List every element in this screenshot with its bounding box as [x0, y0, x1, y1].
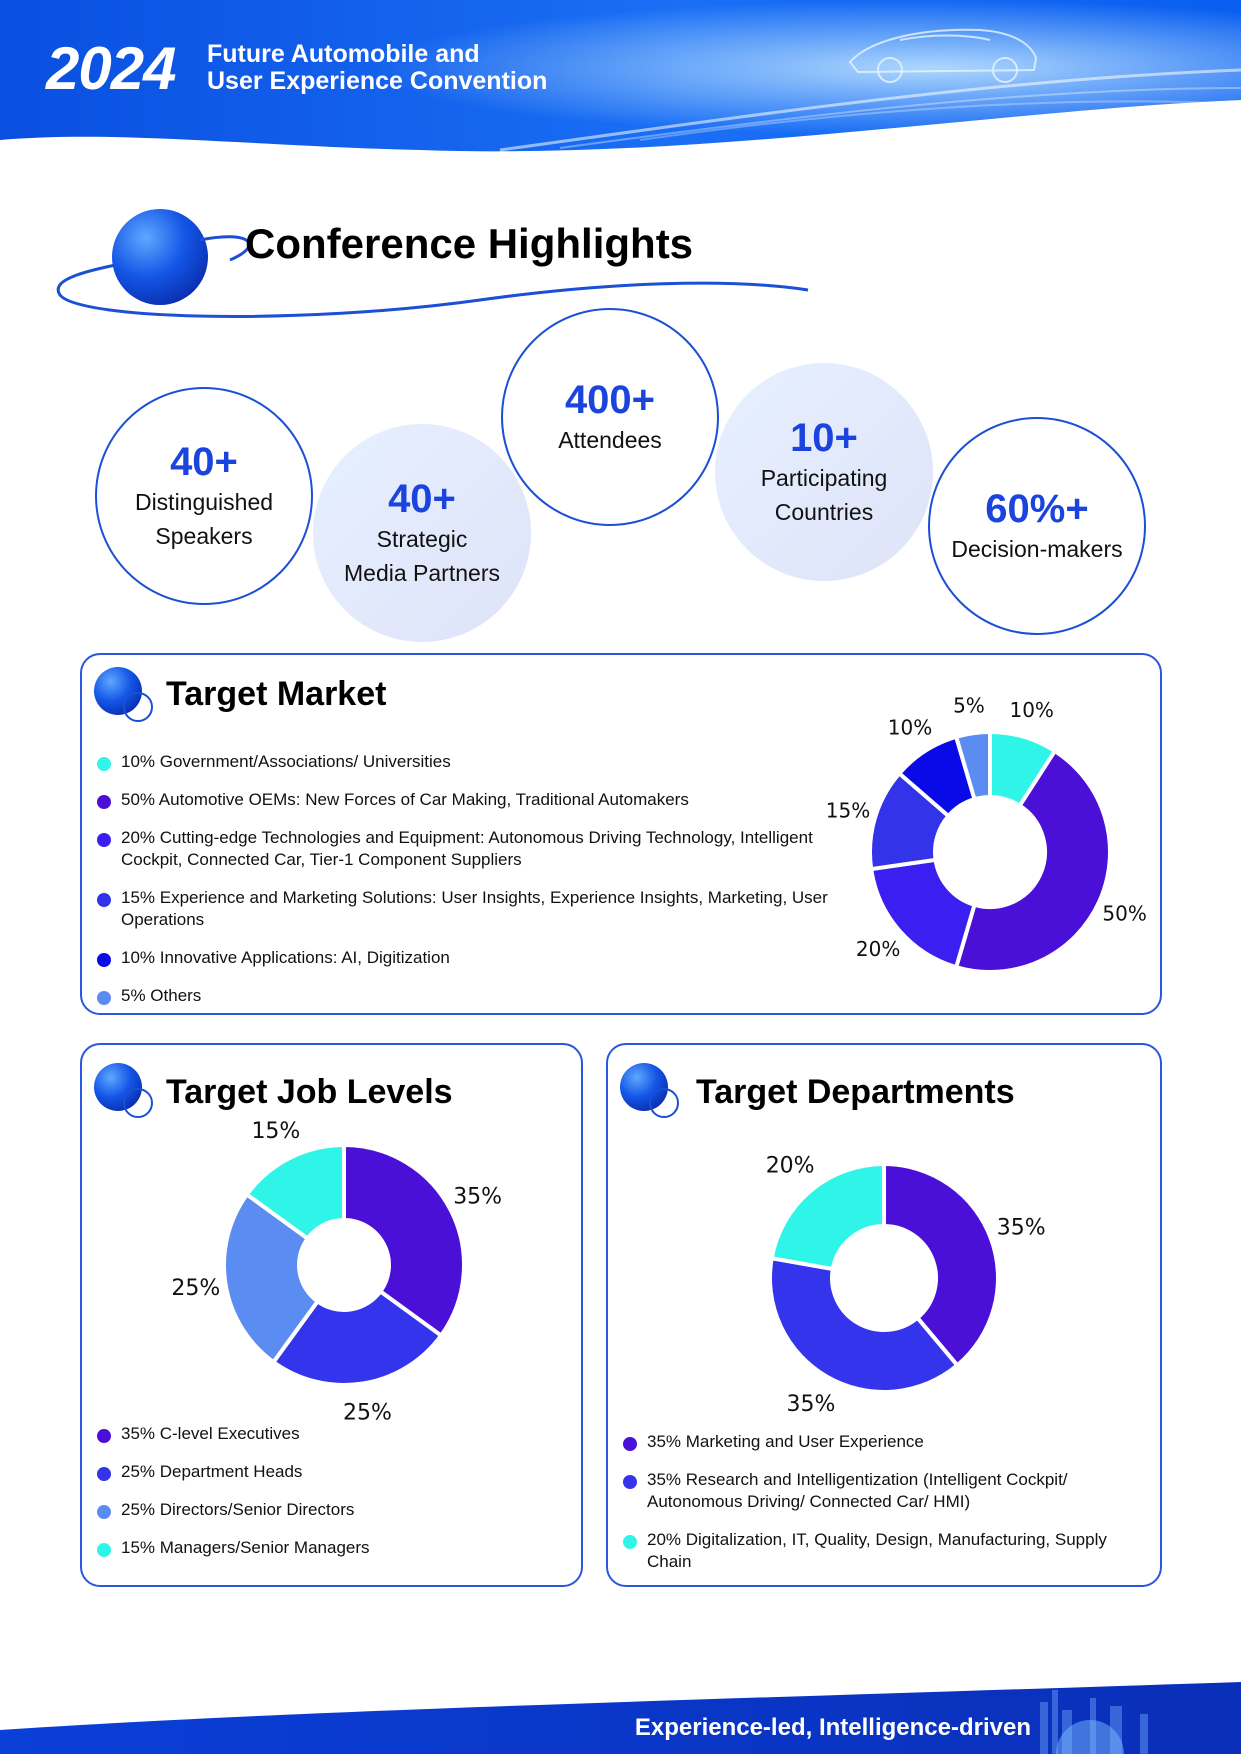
- legend-text: 10% Government/Associations/ Universities: [121, 752, 451, 771]
- donut-slice-label-2: 25%: [171, 1275, 221, 1301]
- legend-text: 50% Automotive OEMs: New Forces of Car Making, Traditional Automakers: [121, 790, 689, 809]
- legend-text: 35% Marketing and User Experience: [647, 1432, 924, 1451]
- legend-text: 10% Innovative Applications: AI, Digitization: [121, 948, 450, 967]
- donut-slice-2: [772, 1164, 884, 1269]
- footer-tagline: Experience-led, Intelligence-driven: [634, 1714, 1031, 1741]
- stat-value: 10+: [790, 416, 858, 460]
- legend-text: 5% Others: [121, 986, 202, 1005]
- legend-text: 20% Cutting-edge Technologies and Equipment: Autonomous Driving Technology, Intelligent Cockpit, Connected Car, Tier-1 Component Suppliers: [121, 828, 813, 869]
- stat-label: Decision-makers: [951, 536, 1123, 562]
- stat-label: Strategic Media Partners: [344, 526, 500, 586]
- legend-text: 20% Digitalization, IT, Quality, Design, Manufacturing, Supply Chain: [647, 1530, 1107, 1571]
- stat-value: 400+: [564, 378, 656, 422]
- donut-slice-label-1: 35%: [786, 1391, 836, 1417]
- target-departments-title: Target Departments: [696, 1073, 1015, 1111]
- donut-slice-label-3: 15%: [251, 1118, 301, 1144]
- donut-slice-label-3: 15%: [825, 798, 871, 823]
- legend-text: 35% C-level Executives: [121, 1424, 300, 1443]
- target-market-title: Target Market: [166, 675, 387, 713]
- donut-slice-label-4: 10%: [887, 715, 933, 740]
- legend-text: 25% Department Heads: [121, 1462, 303, 1481]
- stat-label: Participating Countries: [760, 465, 888, 525]
- footer-banner: [0, 1680, 1241, 1754]
- donut-slice-label-5: 5%: [953, 693, 985, 718]
- donut-slice-label-1: 50%: [1102, 901, 1147, 926]
- donut-slice-label-2: 20%: [765, 1153, 815, 1179]
- header-title-line2: User Experience Convention: [207, 67, 548, 95]
- stat-value: 40+: [388, 477, 456, 521]
- footer-background: [0, 1680, 1241, 1754]
- header-title-line1: Future Automobile and: [207, 40, 480, 68]
- highlights-title: Conference Highlights: [245, 220, 694, 267]
- stat-label: Attendees: [558, 427, 662, 453]
- donut-slice-label-0: 35%: [996, 1215, 1046, 1241]
- donut-slice-label-2: 20%: [855, 936, 901, 961]
- legend-text: 15% Experience and Marketing Solutions: User Insights, Experience Insights, Marketing, User Operations: [121, 888, 828, 929]
- legend-text: 25% Directors/Senior Directors: [121, 1500, 355, 1519]
- donut-slice-label-1: 25%: [343, 1400, 392, 1426]
- donut-slice-label-0: 10%: [1009, 697, 1054, 722]
- donut-slice-label-0: 35%: [453, 1184, 503, 1210]
- stat-value: 40+: [170, 440, 238, 484]
- stat-value: 60%+: [985, 487, 1089, 531]
- stat-label: Distinguished Speakers: [134, 489, 274, 549]
- legend-text: 15% Managers/Senior Managers: [121, 1538, 370, 1557]
- header-year: 2024: [46, 35, 176, 102]
- legend-text: 35% Research and Intelligentization (Intelligent Cockpit/ Autonomous Driving/ Connected Car/ HMI): [647, 1470, 1068, 1511]
- target-job-levels-title: Target Job Levels: [166, 1073, 453, 1111]
